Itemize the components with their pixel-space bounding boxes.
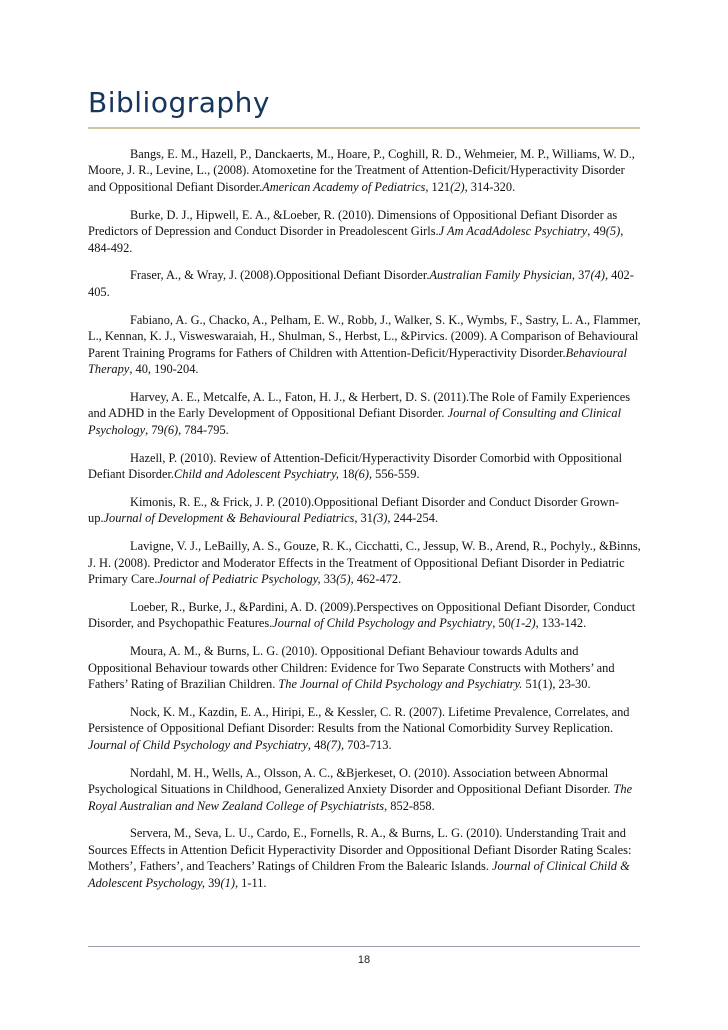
reference-text: Fabiano, A. G., Chacko, A., Pelham, E. W., Robb, J., Walker, S. K., Wymbs, F., Sastry, L. A., Flammer, L., Kennan, K. J., Visweswaraiah, H., Shulman, S., Herbst, L., &Pirvics. (2009). A Comparison of Behavioural Parent Training Programs for Fathers of Children with Attention-Deficit/Hyperactivity Disorder. [88, 312, 641, 360]
reference-entry [88, 312, 644, 378]
reference-entry [88, 643, 644, 692]
reference-text: Nock, K. M., Kazdin, E. A., Hiripi, E., & Kessler, C. R. (2007). Lifetime Prevalence, Correlates, and Persistence of Oppositional Defiant Disorder: Results from the National Comorbidity Survey Replication. [88, 704, 630, 736]
reference-pages: 462-472. [353, 572, 402, 587]
reference-volume: , 852-858. [384, 798, 435, 813]
reference-journal: The Royal Australian and New Zealand College of Psychiatrists [88, 782, 633, 813]
reference-text: Lavigne, V. J., LeBailly, A. S., Gouze, R. K., Cicchatti, C., Jessup, W. B., Arend, R., Pochyly., &Binns, J. H. (2008). Predictor and Moderator Effects in the Treatment of Oppositional Defiant Disorder in Pediatric Primary Care. [88, 539, 641, 587]
reference-entry [88, 389, 644, 438]
reference-volume: 51(1), 23-30. [522, 677, 591, 692]
reference-pages: 484-492. [88, 240, 133, 255]
reference-entry [88, 599, 644, 632]
reference-pages: 703-713. [344, 737, 392, 752]
heading-underline [88, 127, 640, 129]
reference-text: Fraser, A., & Wray, J. (2008).Oppositional Defiant Disorder. [130, 268, 430, 283]
reference-entry [88, 538, 644, 587]
reference-volume: , 121 [425, 179, 451, 194]
reference-pages: 402-405. [88, 268, 634, 299]
reference-pages: 133-142. [538, 616, 587, 631]
reference-volume: , 50 [492, 616, 511, 631]
reference-issue: (6), [354, 467, 373, 481]
reference-pages: 314-320. [467, 179, 516, 194]
reference-pages: 556-559. [372, 467, 420, 481]
reference-text: Burke, D. J., Hipwell, E. A., &Loeber, R. (2010). Dimensions of Oppositional Defiant Disorder as Predictors of Depression and Conduct Disorder in Preadolescent Girls. [88, 207, 618, 239]
reference-pages: 784-795. [181, 422, 229, 437]
reference-issue: (7), [326, 737, 345, 752]
reference-volume: , 48 [307, 737, 327, 752]
reference-journal: American Academy of Pediatrics [262, 179, 426, 194]
reference-issue: (1-2), [510, 616, 539, 631]
reference-pages: 1-11. [238, 875, 267, 890]
reference-journal: The Journal of Child Psychology and Psychiatry. [278, 677, 523, 692]
reference-journal: Child and Adolescent Psychiatry, [174, 467, 339, 481]
reference-volume: , 49 [587, 224, 606, 239]
reference-journal: Journal of Development & Behavioural Pediatrics [103, 511, 355, 526]
reference-list [88, 146, 644, 903]
reference-journal: Journal of Clinical Child & Adolescent Psychology, [88, 859, 630, 890]
reference-text: Kimonis, R. E., & Frick, J. P. (2010).Oppositional Defiant Disorder and Conduct Disorder Grown-up. [88, 494, 620, 526]
reference-issue: (5), [605, 224, 624, 239]
reference-text: Bangs, E. M., Hazell, P., Danckaerts, M., Hoare, P., Coghill, R. D., Wehmeier, M. P., Williams, W. D., Moore, J. R., Levine, L., (2008). Atomoxetine for the Treatment of Attention-Deficit/Hyperactivity Disorder and Oppositional Defiant Disorder. [88, 147, 635, 194]
reference-journal: Australian Family Physician, [429, 268, 576, 283]
reference-text: Loeber, R., Burke, J., &Pardini, A. D. (2009).Perspectives on Oppositional Defiant Disorder, Conduct Disorder, and Psychopathic Features. [88, 599, 636, 631]
reference-journal: Behavioural Therapy [88, 345, 627, 376]
page-title: Bibliography [88, 86, 270, 119]
reference-journal: Journal of Child Psychology and Psychiatry [272, 616, 493, 631]
reference-volume: , 79 [145, 422, 164, 437]
reference-issue: (3), [372, 511, 391, 526]
reference-volume: , 40, 190-204. [129, 361, 199, 376]
reference-volume: 37 [575, 268, 591, 283]
reference-text: Hazell, P. (2010). Review of Attention-Deficit/Hyperactivity Disorder Comorbid with Oppositional Defiant Disorder. [88, 450, 623, 481]
reference-entry [88, 704, 644, 753]
reference-text: Nordahl, M. H., Wells, A., Olsson, A. C., &Bjerkeset, O. (2010). Association between Abnormal Psychological Situations in Childhood, Generalized Anxiety Disorder and Oppositional Defiant Disorder. [88, 765, 614, 797]
reference-journal: J Am AcadAdolesc Psychiatry [438, 224, 588, 239]
reference-issue: (5), [336, 572, 354, 587]
reference-entry [88, 450, 644, 483]
reference-entry [88, 765, 644, 814]
reference-journal: Journal of Pediatric Psychology, [157, 572, 321, 587]
footer-divider [88, 946, 640, 947]
reference-journal: Journal of Child Psychology and Psychiatry [88, 737, 308, 752]
reference-issue: (4), [590, 268, 609, 283]
page-number: 18 [357, 954, 371, 966]
reference-text: Servera, M., Seva, L. U., Cardo, E., Fornells, R. A., & Burns, L. G. (2010). Understanding Trait and Sources Effects in Attention Deficit Hyperactivity Disorder and Oppositional Defiant Disorder Rating Scales: Mothers’, Fathers’, and Teachers’ Ratings of Children From the Balearic Islands. [88, 826, 632, 874]
reference-volume: , 31 [354, 511, 373, 526]
reference-volume: 18 [339, 467, 355, 481]
reference-entry [88, 825, 644, 891]
reference-text: Harvey, A. E., Metcalfe, A. L., Faton, H. J., & Herbert, D. S. (2011).The Role of Family Experiences and ADHD in the Early Development of Oppositional Defiant Disorder. [88, 389, 631, 421]
reference-pages: 244-254. [390, 511, 438, 526]
reference-entry [88, 267, 644, 300]
reference-text: Moura, A. M., & Burns, L. G. (2010). Oppositional Defiant Behaviour towards Adults and Oppositional Behaviour towards other Children: Evidence for Two Separate Constructs with Mothers’ and Fathers’ Rating of Brazilian Children. [88, 644, 615, 692]
reference-entry [88, 494, 644, 527]
reference-entry [88, 146, 644, 195]
reference-entry [88, 207, 644, 256]
reference-issue: (2), [450, 179, 468, 194]
reference-journal: Journal of Consulting and Clinical Psychology [88, 406, 622, 437]
reference-volume: 33 [320, 572, 337, 587]
reference-volume: 39 [205, 875, 221, 890]
reference-issue: (6), [163, 422, 182, 437]
reference-issue: (1), [220, 875, 239, 890]
